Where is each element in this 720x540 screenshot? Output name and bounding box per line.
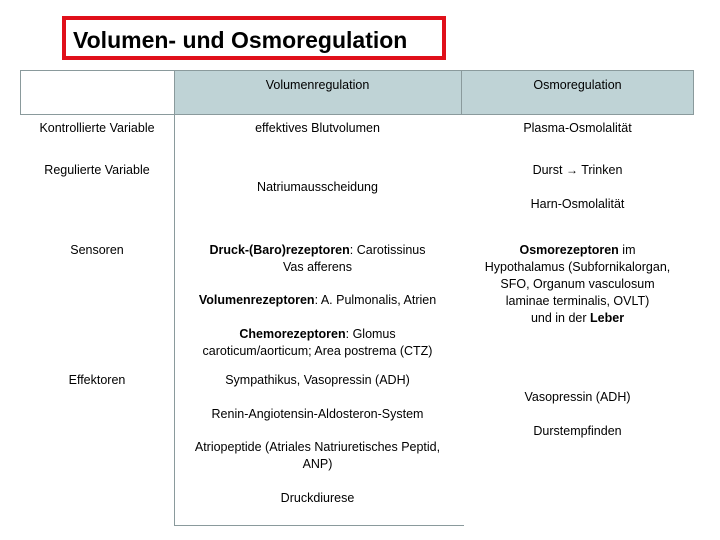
effector-osmo-1: Vasopressin (ADH)	[524, 390, 631, 404]
osmo-line3: SFO, Organum vasculosum	[500, 277, 655, 291]
chemo-detail-line2: caroticum/aorticum; Area postrema (CTZ)	[202, 344, 433, 358]
osmo-receptor-term: Osmorezeptoren	[519, 243, 619, 257]
effector-volume-4: Druckdiurese	[280, 491, 355, 505]
table-left-border	[20, 70, 21, 114]
header-volume: Volumenregulation	[265, 78, 370, 92]
header-osmo: Osmoregulation	[533, 78, 622, 92]
baro-term: Druck-(Baro)rezeptoren	[209, 243, 350, 257]
controlled-osmo: Plasma-Osmolalität	[523, 121, 632, 135]
effector-volume-1: Sympathikus, Vasopressin (ADH)	[225, 373, 410, 387]
liver-term: Leber	[590, 311, 625, 325]
volume-column-bottom	[174, 525, 464, 526]
table-top-border	[20, 70, 694, 71]
drinking-label: Trinken	[581, 163, 623, 177]
regulated-osmo-thirst	[461, 162, 694, 179]
thirst-label: Durst	[532, 163, 563, 177]
effector-volume-3-line2: ANP)	[302, 457, 333, 471]
sensor-volume-receptors	[174, 292, 461, 309]
sensor-baro	[174, 242, 461, 276]
regulated-osmo-urine: Harn-Osmolalität	[530, 197, 625, 211]
controlled-volume: effektives Blutvolumen	[255, 121, 380, 135]
osmo-line4: laminae terminalis, OVLT)	[505, 294, 650, 308]
osmo-line5-prefix: und in der	[530, 311, 591, 325]
row-label-regulated: Regulierte Variable	[44, 163, 150, 177]
row-label-effectors: Effektoren	[68, 373, 126, 387]
osmo-receptor-detail: im	[618, 243, 636, 257]
comparison-table	[20, 70, 694, 526]
slide-title: Volumen- und Osmoregulation	[73, 27, 408, 53]
effector-volume-2: Renin-Angiotensin-Aldosteron-System	[211, 407, 424, 421]
sensor-chemo	[174, 326, 461, 360]
row-label-sensors: Sensoren	[70, 243, 124, 257]
arrow-right-icon: →	[565, 163, 578, 177]
slide-title-box	[62, 16, 446, 60]
effector-volume-3-line1: Atriopeptide (Atriales Natriuretisches Peptid,	[194, 440, 441, 454]
regulated-volume: Natriumausscheidung	[257, 180, 378, 194]
volume-receptor-detail: : A. Pulmonalis, Atrien	[314, 293, 437, 307]
osmo-line2: Hypothalamus (Subfornikalorgan,	[484, 260, 671, 274]
effector-volume-3	[174, 439, 461, 473]
sensor-osmo	[461, 242, 694, 327]
baro-detail-line2: Vas afferens	[282, 260, 353, 274]
effector-osmo-2: Durstempfinden	[533, 424, 622, 438]
chemo-detail: : Glomus	[345, 327, 396, 341]
chemo-term: Chemorezeptoren	[239, 327, 346, 341]
baro-detail: : Carotissinus	[349, 243, 426, 257]
row-label-controlled: Kontrollierte Variable	[39, 121, 155, 135]
volume-receptor-term: Volumenrezeptoren	[198, 293, 315, 307]
header-divider	[20, 114, 694, 115]
